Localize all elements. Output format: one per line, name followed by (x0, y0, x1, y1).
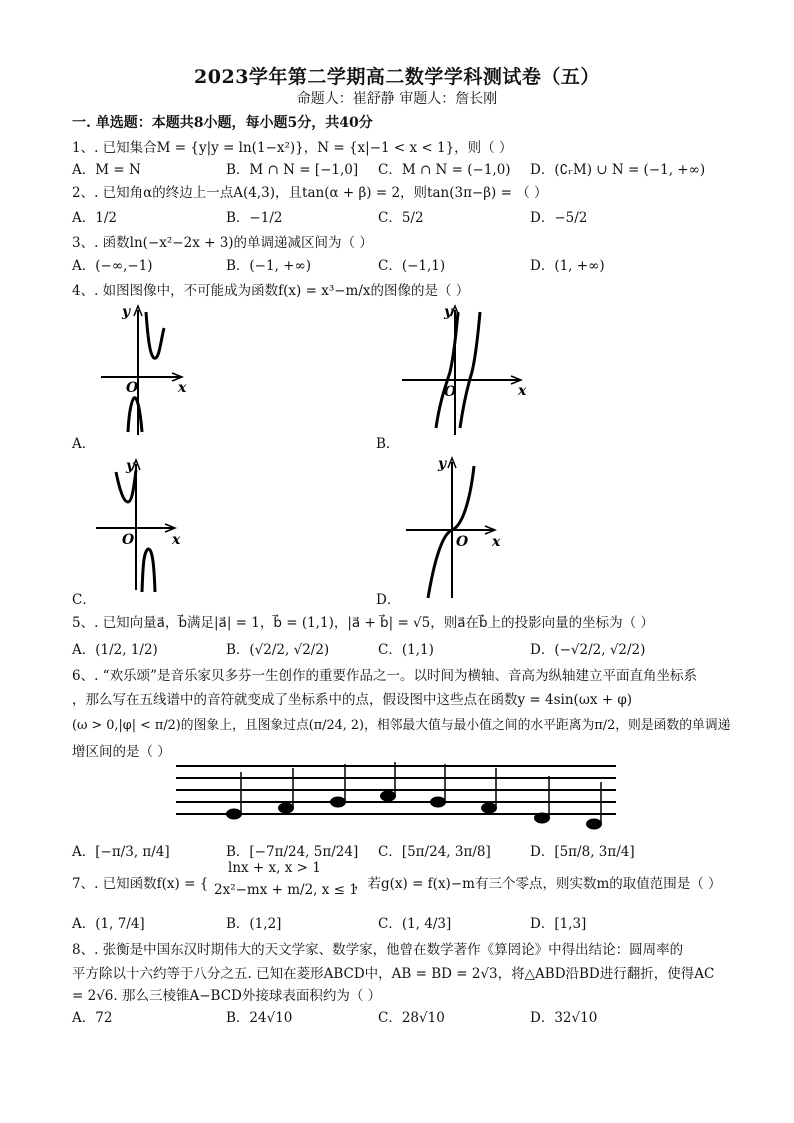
question-4-stem: 4、. 如图图像中，不可能成为函数f(x) = x³−m/x的图像的是（ ） (72, 283, 470, 299)
q3-option-c[interactable]: C．(−1,1) (378, 258, 446, 274)
q7-option-c[interactable]: C．(1, 4/3] (378, 916, 452, 932)
q6-option-b[interactable]: B．[−7π/24, 5π/24] (226, 844, 359, 860)
q1-option-a[interactable]: A．M = N (72, 162, 141, 178)
q1-option-c[interactable]: C．M ∩ N = (−1,0) (378, 162, 511, 178)
q8-option-b[interactable]: B．24√10 (226, 1010, 293, 1026)
graph-b (400, 300, 530, 440)
question-1-stem: 1、. 已知集合M = {y|y = ln(1−x²)}，N = {x|−1 < x < 1}，则（ ） (72, 140, 513, 156)
q2-option-c[interactable]: C．5/2 (378, 210, 424, 226)
q7-option-a[interactable]: A．(1, 7/4] (72, 916, 145, 932)
q3-option-b[interactable]: B．(−1, +∞) (226, 258, 311, 274)
question-8-line-1: 8、. 张衡是中国东汉时期伟大的天文学家、数学家，他曾在数学著作《算罔论》中得出结论：圆周率的 (72, 942, 684, 958)
music-staff (176, 762, 616, 834)
graph-d-y-label: y (438, 456, 447, 472)
question-7-case-1: lnx + x, x > 1 (228, 860, 321, 876)
q4-option-d[interactable]: D． (376, 592, 401, 608)
question-6-line-3: (ω > 0,|φ| < π/2)的图象上，且图象过点(π/24, 2)，相邻最大值与最小值之间的水平距离为π/2，则是函数的单调递 (72, 718, 731, 733)
q6-option-a[interactable]: A．[−π/3, π/4] (72, 844, 170, 860)
graph-c-y-label: y (126, 458, 135, 474)
q5-option-d[interactable]: D．(−√2/2, √2/2) (530, 642, 646, 658)
question-7-stem-start: 7、. 已知函数f(x) = { (72, 876, 209, 892)
question-8-line-3: = 2√6. 那么三棱锥A−BCD外接球表面积约为（ ） (72, 988, 382, 1004)
q6-option-d[interactable]: D．[5π/8, 3π/4] (530, 844, 635, 860)
question-3-stem: 3、. 函数ln(−x²−2x + 3)的单调递减区间为（ ） (72, 235, 373, 251)
q8-option-c[interactable]: C．28√10 (378, 1010, 445, 1026)
q5-option-a[interactable]: A．(1/2, 1/2) (72, 642, 158, 658)
graph-d-origin-label: O (456, 534, 469, 550)
question-7-stem-end: ，若g(x) = f(x)−m有三个零点，则实数m的取值范围是（ ） (354, 876, 722, 892)
q2-option-d[interactable]: D．−5/2 (530, 210, 588, 226)
q3-option-a[interactable]: A．(−∞,−1) (72, 258, 153, 274)
page-subtitle: 命题人：崔舒静 审题人：詹长刚 (296, 91, 498, 107)
q5-option-b[interactable]: B．(√2/2, √2/2) (226, 642, 330, 658)
section-heading: 一. 单选题：本题共8小题，每小题5分，共40分 (72, 115, 373, 131)
q1-option-b[interactable]: B．M ∩ N = [−1,0] (226, 162, 359, 178)
question-6-line-1: 6、. “欢乐颂”是音乐家贝多芬一生创作的重要作品之一。以时间为横轴、音高为纵轴建立平面直角坐标系 (72, 668, 697, 684)
graph-d (400, 452, 510, 602)
graph-a-origin-label: O (126, 380, 139, 396)
q2-option-a[interactable]: A．1/2 (72, 210, 117, 226)
graph-a (96, 300, 196, 440)
question-8-line-2: 平方除以十六约等于八分之五. 已知在菱形ABCD中，AB = BD = 2√3，将△ABD沿BD进行翻折，使得AC (72, 966, 715, 982)
q6-option-c[interactable]: C．[5π/24, 3π/8] (378, 844, 491, 860)
q5-option-c[interactable]: C．(1,1) (378, 642, 434, 658)
question-5-stem: 5、. 已知向量a⃗，b⃗满足|a⃗| = 1，b⃗ = (1,1)，|a⃗ + b⃗| = √5，则a⃗在b⃗上的投影向量的坐标为（ ） (72, 615, 654, 631)
q4-option-c[interactable]: C． (72, 592, 96, 608)
q8-option-d[interactable]: D．32√10 (530, 1010, 598, 1026)
graph-d-x-label: x (492, 534, 501, 550)
graph-c (92, 452, 192, 592)
graph-b-y-label: y (444, 304, 453, 320)
q3-option-d[interactable]: D．(1, +∞) (530, 258, 605, 274)
page-title: 2023学年第二学期高二数学学科测试卷（五） (194, 66, 600, 88)
graph-b-x-label: x (518, 383, 527, 399)
q4-option-a[interactable]: A． (72, 436, 96, 452)
graph-a-x-label: x (178, 380, 187, 396)
graph-c-origin-label: O (122, 532, 135, 548)
question-7-case-2: 2x²−mx + m/2, x ≤ 1 (214, 882, 358, 898)
q1-option-d[interactable]: D．(∁ᵣM) ∪ N = (−1, +∞) (530, 162, 706, 178)
q8-option-a[interactable]: A．72 (72, 1010, 113, 1026)
q7-option-b[interactable]: B．(1,2] (226, 916, 282, 932)
graph-a-y-label: y (122, 304, 131, 320)
question-2-stem: 2、. 已知角α的终边上一点A(4,3)，且tan(α + β) = 2，则tan(3π−β) = （ ） (72, 185, 548, 201)
graph-b-origin-label: O (444, 384, 457, 400)
question-6-line-2: ，那么写在五线谱中的音符就变成了坐标系中的点，假设图中这些点在函数y = 4sin(ωx + φ) (72, 692, 633, 708)
graph-c-x-label: x (172, 532, 181, 548)
q4-option-b[interactable]: B． (376, 436, 400, 452)
question-6-line-4: 增区间的是（ ） (72, 744, 171, 760)
q7-option-d[interactable]: D．[1,3] (530, 916, 587, 932)
q2-option-b[interactable]: B．−1/2 (226, 210, 283, 226)
